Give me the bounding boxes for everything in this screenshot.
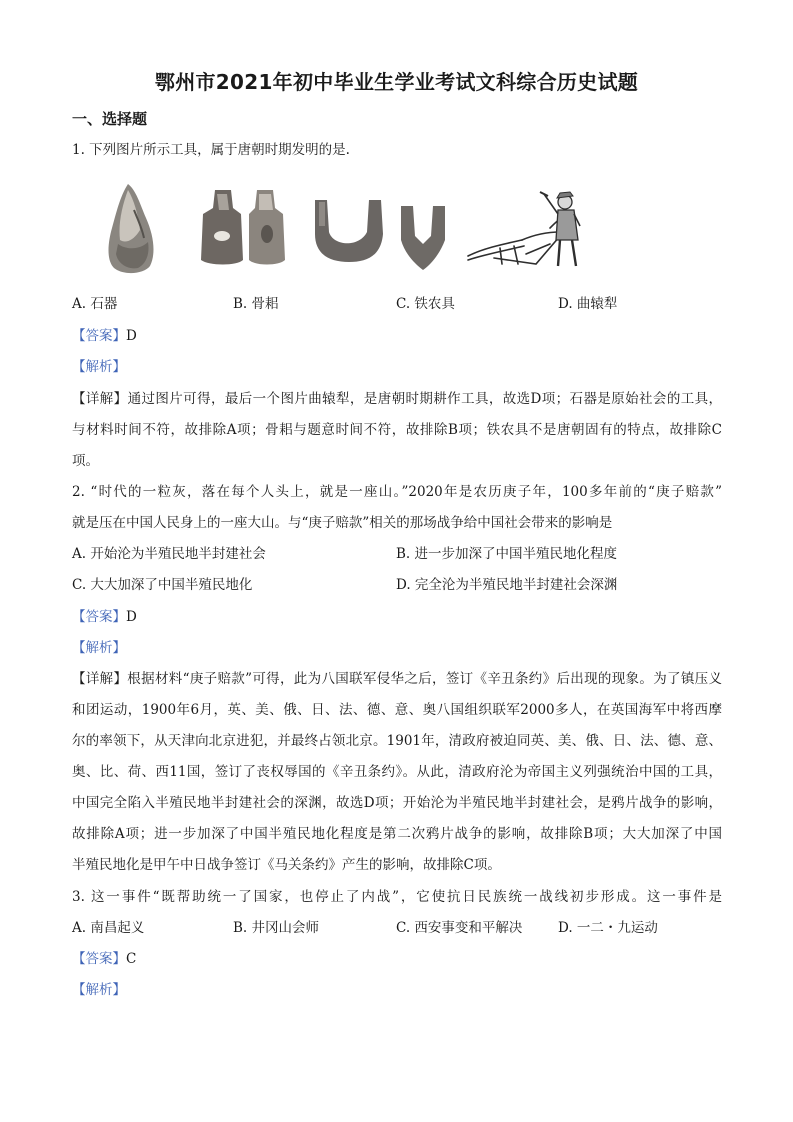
iron-tools-image — [311, 196, 451, 272]
question-2-answer — [72, 607, 137, 627]
question-1-option-a: A. 石器 — [72, 296, 118, 312]
bone-spade-image — [197, 186, 297, 268]
question-2-stem-line: 就是压在中国人民身上的一座大山。与“庚子赔款”相关的那场战争给中国社会带来的影响是 — [72, 515, 613, 531]
answer-tag: 【答案】 — [72, 609, 126, 625]
question-3-option-c: C. 西安事变和平解决 — [396, 920, 523, 936]
answer-value: C — [126, 951, 137, 967]
answer-tag: 【答案】 — [72, 328, 126, 344]
question-2-stem-line: 2. “时代的一粒灰，落在每个人头上，就是一座山。”2020年是农历庚子年，100多年前的“庚子赔款” — [72, 484, 722, 500]
question-2-detail-line: 奥、比、荷、西11国，签订了丧权辱国的《辛丑条约》。从此，清政府沦为帝国主义列强统治中国的工具， — [72, 764, 722, 780]
question-1-stem: 1. 下列图片所示工具，属于唐朝时期发明的是. — [72, 142, 350, 158]
question-3-option-b: B. 井冈山会师 — [233, 920, 320, 936]
section-heading: 一、选择题 — [72, 110, 148, 128]
detail-tag: 【详解】 — [72, 391, 128, 407]
question-2-detail-line: 中国完全陷入半殖民地半封建社会的深渊，故选D项；开始沦为半殖民地半封建社会，是鸦片战争的影响， — [72, 795, 722, 811]
question-2-analysis-tag — [72, 638, 126, 658]
question-2-detail-line: 和团运动，1900年6月，英、美、俄、日、法、德、意、奥八国组织联军2000多人，在英国海军中将西摩 — [72, 702, 722, 718]
answer-value: D — [126, 328, 137, 344]
question-1-option-c: C. 铁农具 — [396, 296, 455, 312]
question-2-detail-line: 故排除A项；进一步加深了中国半殖民地化程度是第二次鸦片战争的影响，故排除B项；大大加深了中国 — [72, 826, 722, 842]
answer-value: D — [126, 609, 137, 625]
question-1-detail-line — [72, 389, 722, 409]
question-2-option-d: D. 完全沦为半殖民地半封建社会深渊 — [396, 577, 618, 593]
analysis-tag: 【解析】 — [72, 359, 126, 375]
question-3-stem: 3. 这一事件“既帮助统一了国家，也停止了内战”，它使抗日民族统一战线初步形成。这一事件是 — [72, 889, 722, 905]
question-2-detail-line: 半殖民地化是甲午中日战争签订《马关条约》产生的影响，故排除C项。 — [72, 857, 501, 873]
question-2-option-b: B. 进一步加深了中国半殖民地化程度 — [396, 546, 618, 562]
question-3-analysis-tag — [72, 980, 126, 1000]
question-2-detail-line — [72, 669, 722, 689]
question-2-option-a: A. 开始沦为半殖民地半封建社会 — [72, 546, 266, 562]
question-1-option-b: B. 骨耜 — [233, 296, 279, 312]
question-1-option-d: D. 曲辕犁 — [558, 296, 618, 312]
detail-text: 通过图片可得，最后一个图片曲辕犁，是唐朝时期耕作工具，故选D项；石器是原始社会的工具， — [127, 391, 723, 407]
question-3-option-a: A. 南昌起义 — [72, 920, 145, 936]
question-2-detail-line: 尔的率领下，从天津向北京进犯，并最终占领北京。1901年，清政府被迫同英、美、俄、日、法、德、意、 — [72, 733, 722, 749]
question-1-answer — [72, 326, 137, 346]
curved-plough-image — [464, 188, 594, 270]
question-1-detail-line: 与材料时间不符，故排除A项；骨耜与题意时间不符，故排除B项；铁农具不是唐朝固有的特点，故排除C — [72, 422, 722, 438]
question-3-option-d: D. 一二・九运动 — [558, 920, 658, 936]
detail-text: 根据材料“庚子赔款”可得，此为八国联军侵华之后，签订《辛丑条约》后出现的现象。为了镇压义 — [127, 671, 722, 687]
stone-tool-image — [104, 180, 158, 276]
page-title: 鄂州市2021年初中毕业生学业考试文科综合历史试题 — [154, 70, 639, 94]
question-3-answer — [72, 949, 136, 969]
question-1-detail-line: 项。 — [72, 453, 99, 469]
answer-tag: 【答案】 — [72, 951, 126, 967]
analysis-tag: 【解析】 — [72, 982, 126, 998]
question-1-analysis-tag — [72, 357, 126, 377]
detail-tag: 【详解】 — [72, 671, 128, 687]
analysis-tag: 【解析】 — [72, 640, 126, 656]
question-2-option-c: C. 大大加深了中国半殖民地化 — [72, 577, 253, 593]
